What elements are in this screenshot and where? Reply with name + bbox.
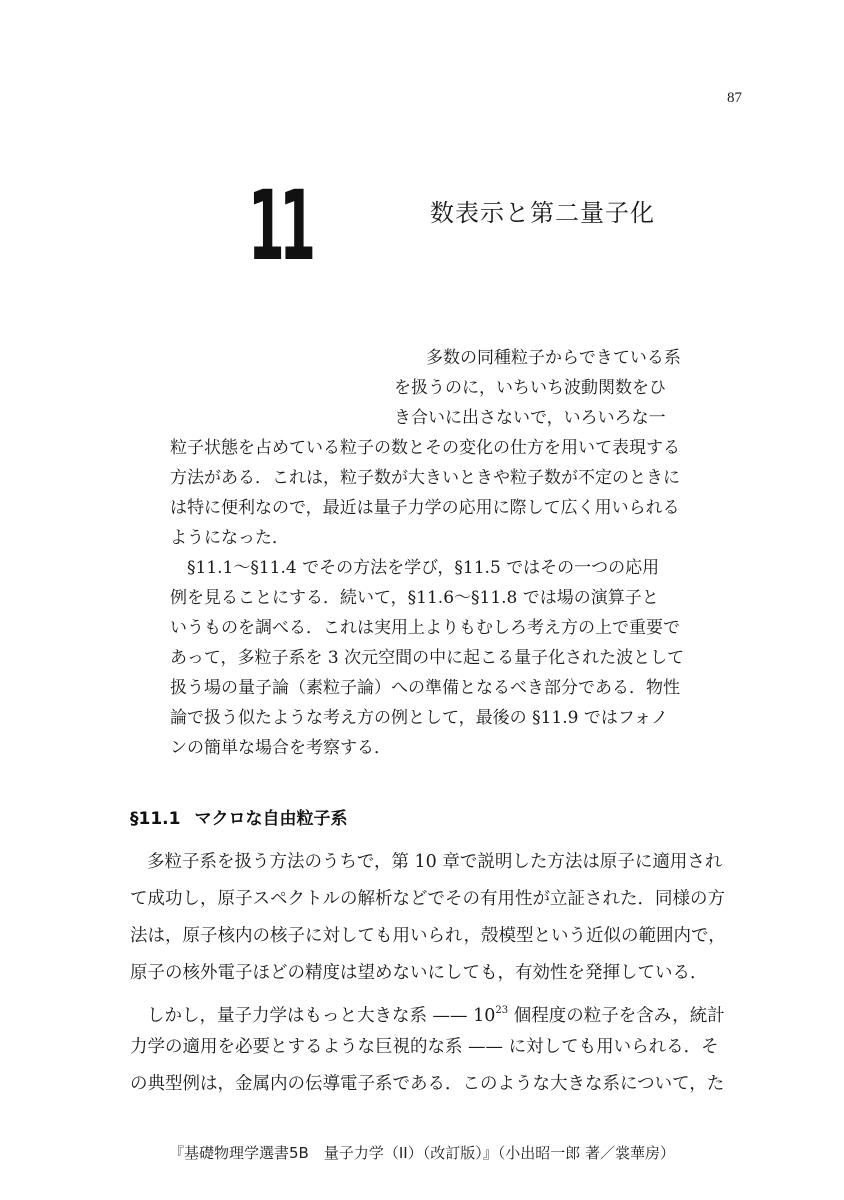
chapter-title: 数表示と第二量子化 [430, 199, 655, 227]
body-line: 多粒子系を扱う方法のうちで，第 10 章で説明した方法は原子に適用され [147, 852, 723, 872]
body-line: て成功し，原子スペクトルの解析などでその有用性が立証された．同様の方 [130, 889, 725, 909]
intro-line: 多数の同種粒子からできている系 [426, 348, 681, 368]
section-number: §11.1 [130, 809, 181, 829]
section-heading [130, 806, 347, 832]
intro-line: 扱う場の量子論（素粒子論）への準備となるべき部分である．物性 [170, 678, 680, 698]
chapter-intro [170, 343, 700, 763]
body-line [130, 992, 742, 1029]
page-number: 87 [727, 90, 742, 106]
intro-line: 方法がある．これは，粒子数が大きいときや粒子数が不定のときに [170, 468, 680, 488]
intro-line: を扱うのに，いちいち波動関数をひ [394, 378, 666, 398]
intro-line: 論で扱う似たような考え方の例として，最後の §11.9 ではフォノ [170, 708, 668, 728]
section-body [130, 844, 742, 1103]
body-text-run: しかし，量子力学はもっと大きな系 —— 10 [147, 1006, 496, 1026]
chapter-number: 11 [248, 170, 311, 282]
book-citation-footer: 『基礎物理学選書5B 量子力学（II）（改訂版）』（小出昭一郎 著／裳華房） [169, 1144, 675, 1162]
intro-line: ようになった． [170, 528, 289, 548]
intro-line: §11.1～§11.4 でその方法を学び，§11.5 ではその一つの応用 [187, 558, 660, 578]
superscript: 23 [495, 1005, 509, 1016]
intro-line: は特に便利なので，最近は量子力学の応用に際して広く用いられる [170, 498, 680, 518]
section-title: マクロな自由粒子系 [194, 809, 348, 829]
intro-line: 例を見ることにする．続いて，§11.6～§11.8 では場の演算子と [170, 588, 659, 608]
intro-line: 粒子状態を占めている粒子の数とその変化の仕方を用いて表現する [170, 438, 680, 458]
intro-line: ンの簡単な場合を考察する． [170, 738, 391, 758]
body-line: 法は，原子核内の核子に対しても用いられ，殻模型という近似の範囲内で， [130, 926, 726, 946]
body-line: の典型例は，金属内の伝導電子系である．このような大きな系について，た [130, 1074, 725, 1094]
body-text-run: 個程度の粒子を含み，統計 [508, 1006, 725, 1026]
body-line: 原子の核外電子ほどの精度は望めないにしても，有効性を発揮している． [130, 963, 708, 983]
intro-line: あって，多粒子系を 3 次元空間の中に起こる量子化された波として [170, 648, 685, 668]
intro-line: き合いに出さないで，いろいろな一 [394, 408, 666, 428]
body-line: 力学の適用を必要とするような巨視的な系 —— に対しても用いられる．そ [130, 1037, 719, 1057]
intro-line: いうものを調べる．これは実用上よりもむしろ考え方の上で重要で [170, 618, 680, 638]
